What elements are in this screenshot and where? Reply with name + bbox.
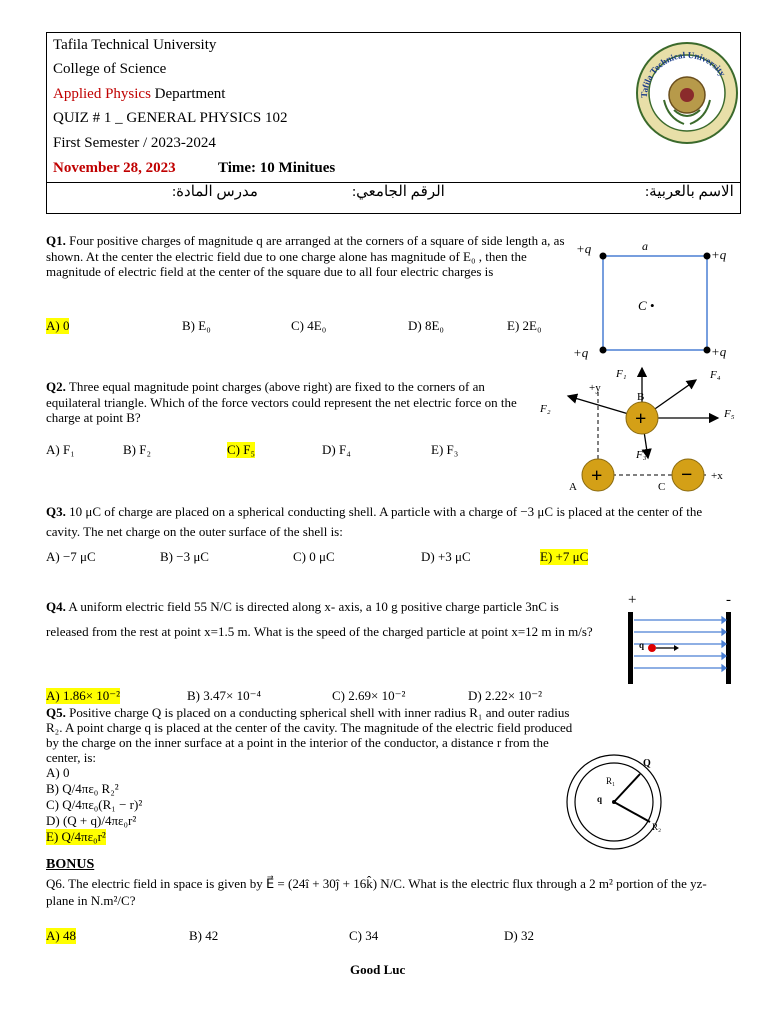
- q6-question: [46, 875, 726, 909]
- q1-option-c[interactable]: C) 4E₀: [291, 318, 327, 333]
- q4-option-d[interactable]: D) 2.22× 10⁻²: [468, 688, 543, 703]
- q3-option-b[interactable]: B) −3 μC: [160, 549, 209, 564]
- q5-option-e[interactable]: E) Q/4πε₀r²: [46, 829, 106, 844]
- label-q: q: [597, 794, 603, 804]
- q5-option-b[interactable]: B) Q/4πε₀ R₂²: [46, 781, 119, 796]
- q2-label: Q2.: [46, 379, 66, 394]
- label-center: C •: [638, 298, 655, 313]
- logo-text: Tafila Technical University: [638, 49, 728, 99]
- semester: First Semester / 2023-2024: [53, 135, 216, 151]
- q2-option-c[interactable]: C) F₅: [227, 442, 256, 457]
- charge-bottom-left: [600, 347, 607, 354]
- q2-option-a[interactable]: A) F₁: [46, 442, 75, 457]
- q3-question: [46, 502, 716, 542]
- square-outline: [603, 256, 707, 350]
- q2-question: [46, 379, 536, 426]
- q2-triangle-figure: [536, 360, 746, 496]
- q4-text: A uniform electric field 55 N/C is directed along x- axis, a 10 g positive charge particle 3nC is released from the rest at point x=1.5 m. What is the speed of the charged particle at point x=12 m in m/s?: [46, 599, 593, 639]
- left-plate: [628, 612, 633, 684]
- label-f5: F₅: [724, 408, 735, 420]
- q1-text: Four positive charges of magnitude q are arranged at the corners of a square of side length a, as shown. At the center the electric field due to one charge alone has magnitude of E₀ , then the magnitude of electric field at the center of the square due to all four electric charges is: [46, 233, 565, 279]
- label-a: A: [569, 481, 577, 493]
- quiz-date: November 28, 2023: [53, 160, 176, 176]
- university-logo: [634, 40, 740, 146]
- q6-option-c[interactable]: C) 34: [349, 928, 379, 943]
- college-name: College of Science: [53, 61, 167, 77]
- department-red: Applied Physics: [53, 86, 151, 102]
- q5-question: [46, 705, 586, 765]
- q4-option-b[interactable]: B) 3.47× 10⁻⁴: [187, 688, 261, 703]
- department-rest: Department: [150, 86, 226, 102]
- charge-c-sign: −: [681, 464, 693, 486]
- q5-option-a[interactable]: A) 0: [46, 765, 70, 780]
- field-lines: [634, 617, 726, 671]
- q1-option-e[interactable]: E) 2E₀: [507, 318, 542, 333]
- q1-option-b[interactable]: B) E₀: [182, 318, 211, 333]
- q4-question: [46, 594, 601, 644]
- q2-text: Three equal magnitude point charges (above right) are fixed to the corners of an equilateral triangle. Which of the force vectors could represent the net electric force on the charge at point B?: [46, 379, 517, 425]
- plate-plus-sign: +: [628, 592, 637, 608]
- q5-shell-figure: [560, 752, 680, 852]
- field-student-id: الرقم الجامعي:: [352, 184, 445, 200]
- q5-option-c[interactable]: C) Q/4πε₀(R₁ − r)²: [46, 797, 143, 812]
- q3-option-a[interactable]: A) −7 μC: [46, 549, 96, 564]
- q2-option-e[interactable]: E) F₃: [431, 442, 459, 457]
- charge-top-right: [704, 253, 711, 260]
- field-arabic-name: الاسم بالعربية:: [645, 184, 734, 200]
- q5-text: Positive charge Q is placed on a conducting spherical shell with inner radius R₁ and outer radius R₂. A point charge q is placed at the center of the cavity. The magnitude of the electric field produced by the charge on the inner surface at a point in the interior of the conductor, a distance r from the center, is:: [46, 705, 573, 765]
- q4-option-c[interactable]: C) 2.69× 10⁻²: [332, 688, 406, 703]
- q6-text: The electric field in space is given by E⃗ = (24î + 30ĵ + 16k̂) N/C. What is the electric flux through a 2 m² portion of the yz-plane in N.m²/C?: [46, 876, 707, 908]
- q6-option-a[interactable]: A) 48: [46, 928, 76, 943]
- q3-text: 10 μC of charge are placed on a spherical conducting shell. A particle with a charge of −3 μC is placed at the center of the cavity. The net charge on the outer surface of the shell is:: [46, 504, 703, 539]
- footer-good-luck: Good Luc: [350, 962, 406, 977]
- q4-field-figure: [618, 590, 748, 690]
- particle-label: q: [639, 640, 645, 650]
- charge-top-left: [600, 253, 607, 260]
- q3-label: Q3.: [46, 504, 66, 519]
- label-f3: F₃: [636, 449, 647, 461]
- q2-option-b[interactable]: B) F₂: [123, 442, 152, 457]
- label-side-a: a: [642, 239, 648, 253]
- charged-particle: [648, 644, 656, 652]
- label-r1: R₁: [606, 776, 616, 786]
- label-br: +q: [711, 344, 727, 359]
- q6-option-d[interactable]: D) 32: [504, 928, 534, 943]
- quiz-title: QUIZ # 1 _ GENERAL PHYSICS 102: [53, 110, 288, 126]
- q4-option-a[interactable]: A) 1.86× 10⁻²: [46, 688, 121, 703]
- right-plate: [726, 612, 731, 684]
- label-bl: +q: [573, 345, 589, 360]
- q1-option-a[interactable]: A) 0: [46, 318, 70, 333]
- university-name: Tafila Technical University: [53, 37, 217, 53]
- q1-option-d[interactable]: D) 8E₀: [408, 318, 444, 333]
- label-f1: F₁: [616, 368, 627, 380]
- charge-b-sign: +: [635, 408, 647, 430]
- label-y: +y: [589, 382, 601, 394]
- charge-a-sign: +: [591, 465, 603, 487]
- label-tl: +q: [576, 241, 592, 256]
- q1-question: [46, 233, 574, 280]
- q5-option-d[interactable]: D) (Q + q)/4πε₀r²: [46, 813, 137, 828]
- q3-option-e[interactable]: E) +7 μC: [540, 549, 589, 564]
- department: [53, 82, 225, 106]
- label-x: +x: [711, 470, 723, 482]
- q3-option-d[interactable]: D) +3 μC: [421, 549, 471, 564]
- label-c: C: [658, 481, 666, 493]
- q4-label: Q4.: [46, 599, 66, 614]
- charge-bottom-right: [704, 347, 711, 354]
- label-r2: R₂: [652, 822, 662, 832]
- plate-minus-sign: -: [726, 592, 731, 608]
- q1-label: Q1.: [46, 233, 66, 248]
- label-f4: F₄: [710, 369, 721, 381]
- label-b: B: [637, 391, 645, 403]
- q6-option-b[interactable]: B) 42: [189, 928, 219, 943]
- field-teacher: مدرس المادة:: [172, 184, 258, 200]
- q5-label: Q5.: [46, 705, 66, 720]
- quiz-time: Time: 10 Minitues: [218, 160, 336, 176]
- q1-square-figure: [570, 236, 740, 366]
- q6-label: Q6.: [46, 876, 66, 891]
- q2-option-d[interactable]: D) F₄: [322, 442, 351, 457]
- label-f2: F₂: [540, 403, 551, 415]
- label-tr: +q: [711, 247, 727, 262]
- label-Q: Q: [643, 758, 651, 769]
- q3-option-c[interactable]: C) 0 μC: [293, 549, 335, 564]
- bonus-title: BONUS: [46, 857, 95, 872]
